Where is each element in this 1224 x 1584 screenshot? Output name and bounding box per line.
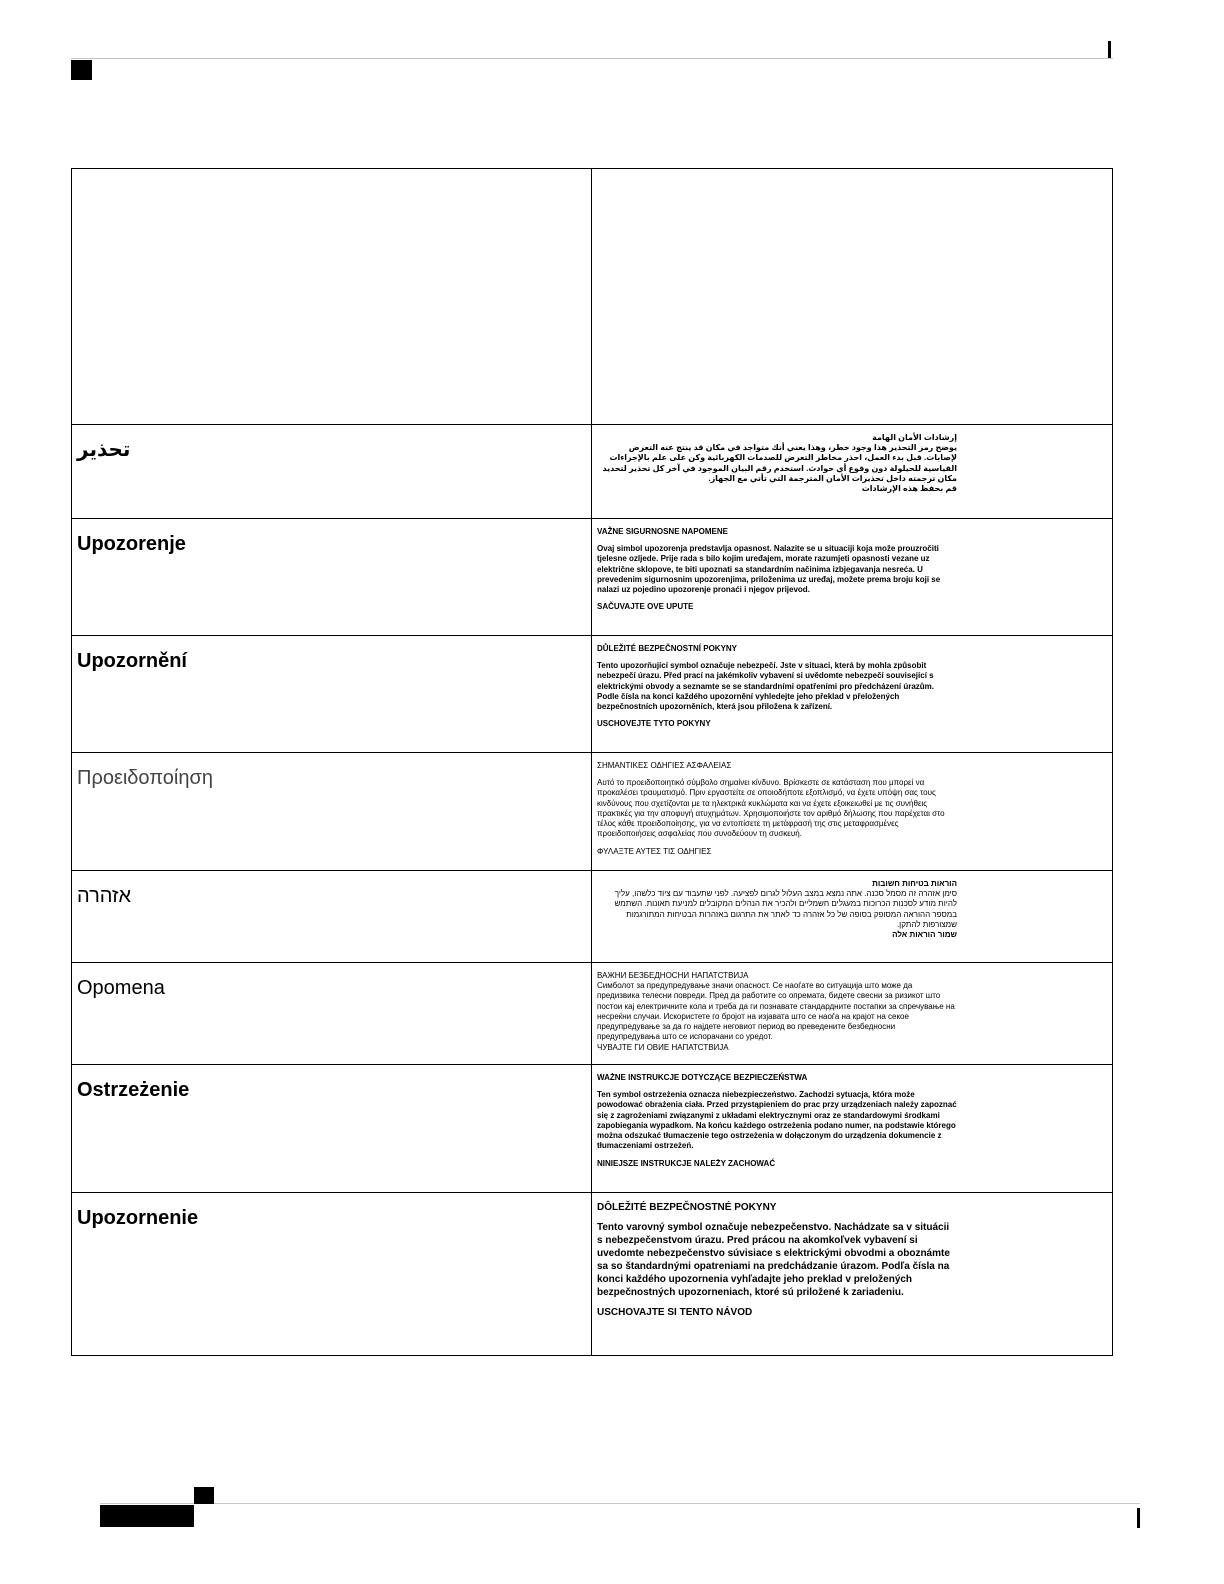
- header-tick-mark: [1108, 41, 1111, 58]
- warning-body: Tento varovný symbol označuje nebezpečenstvo. Nachádzate sa v situácii s nebezpečenstvom úrazu. Pred prácou na akomkoľvek vybavení si uvedomte nebezpečenstvo súvisiace s elektrickými obvodmi a oboznámte sa so štandardnými opatreniami na predchádzanie úrazom. Podľa čísla na konci každého upozornenia vyhľadajte jeho preklad v preložených bezpečnostných upozorneniach, ktoré sú priložené k zariadeniu.: [597, 1222, 950, 1298]
- language-cell: [72, 425, 592, 519]
- warning-footer: قم بحفظ هذه الإرشادات: [861, 484, 957, 494]
- warning-body: يوضح رمز التحذير هذا وجود خطر، وهذا يعني أنك متواجد في مكان قد ينتج عنه التعرض لإصابات. قبل بدء العمل، احذر مخاطر التعرض للصدمات الكهربائية وكن على علم بالإجراءات القياسية للحيلولة دون وقوع أي حوادث. استخدم رقم البيان الموجود في آخر كل تحذير لتحديد مكان ترجمته داخل تحذيرات الأمان المترجمة التي تأتي مع الجهاز.: [602, 443, 957, 483]
- warning-footer: SAČUVAJTE OVE UPUTE: [597, 602, 694, 612]
- warning-text-cell: [592, 425, 1113, 519]
- language-cell: [72, 1193, 592, 1356]
- language-cell: [72, 636, 592, 753]
- table-row: [72, 753, 1113, 871]
- table-row: [72, 1065, 1113, 1193]
- footer-rule: [100, 1503, 1140, 1504]
- warning-text-cell: [592, 519, 1113, 636]
- safety-warnings-table: [71, 168, 1113, 1356]
- warning-text-cell: [592, 753, 1113, 871]
- warning-footer: USCHOVAJTE SI TENTO NÁVOD: [597, 1307, 753, 1318]
- language-title: Upozornění: [77, 650, 187, 672]
- header-tab-marker: [71, 60, 92, 80]
- language-title: Upozorenje: [77, 533, 186, 555]
- warning-body: Ten symbol ostrzeżenia oznacza niebezpieczeństwo. Zachodzi sytuacja, która może powodować obrażenia ciała. Przed przystąpieniem do prac przy urządzeniach należy zapoznać się z zagrożeniami związanymi z układami elektrycznymi oraz ze standardowymi środkami zapobiegania wypadkom. Na końcu każdego ostrzeżenia podano numer, na podstawie którego można odszukać tłumaczenie tego ostrzeżenia w dołączonym do urządzenia dokumencie z tłumaczeniami ostrzeżeń.: [597, 1090, 957, 1151]
- table-row: [72, 1193, 1113, 1356]
- language-title: אזהרה: [77, 885, 132, 907]
- header-rule: [71, 58, 1113, 59]
- warning-footer: USCHOVEJTE TYTO POKYNY: [597, 719, 711, 729]
- table-row: [72, 963, 1113, 1065]
- warning-body: Симболот за предупредување значи опасност. Се наоѓате во ситуација што може да предизвика телесни повреди. Пред да работите со опремата, бидете свесни за ризикот што постои кај електричните кола и треба да ги познавате стандардните постапки за спречување на несреќни случаи. Искористете го бројот на изјавата што се наоѓа на крајот на секое предупредување за да го најдете неговиот период во преведените безбедносни предупредувања што се испорачани со уредот.: [597, 981, 955, 1042]
- warning-text-cell: [592, 169, 1113, 425]
- table-row: [72, 425, 1113, 519]
- footer-page-bar: [100, 1505, 194, 1527]
- warning-footer: שמור הוראות אלה: [892, 930, 957, 940]
- warning-footer: NINIEJSZE INSTRUKCJE NALEŻY ZACHOWAĆ: [597, 1158, 776, 1168]
- warning-heading: DŮLEŽITÉ BEZPEČNOSTNÍ POKYNY: [597, 644, 738, 653]
- language-cell: [72, 169, 592, 425]
- language-cell: [72, 963, 592, 1065]
- warning-heading: WAŻNE INSTRUKCJE DOTYCZĄCE BEZPIECZEŃSTWA: [597, 1073, 808, 1082]
- warning-text-cell: [592, 963, 1113, 1065]
- footer-tick-mark: [1137, 1508, 1140, 1528]
- warning-body: סימן אזהרה זה מסמל סכנה. אתה נמצא במצב העלול לגרום לפציעה. לפני שתעבוד עם ציוד כלשהו, עליך להיות מודע לסכנות הכרוכות במעגלים חשמליים ולהכיר את הנהלים המקובלים למניעת תאונות. השתמש במספר ההוראה המסופק בסופה של כל אזהרה כד לאתר את התרגום באזהרות הבטיחות המתורגמות שמצורפות להתקן.: [614, 889, 957, 929]
- warning-footer: ΦΥΛΑΞΤΕ ΑΥΤΕΣ ΤΙΣ ΟΔΗΓΙΕΣ: [597, 846, 712, 856]
- warning-heading: VAŽNE SIGURNOSNE NAPOMENE: [597, 527, 728, 536]
- warning-body: Ovaj simbol upozorenja predstavlja opasnost. Nalazite se u situaciji koja može prouzročiti tjelesne ozljede. Prije rada s bilo kojim uređajem, morate razumjeti opasnosti vezane uz električne sklopove, te biti upoznati sa standardnim načinima izbjegavanja nesreća. U prevedenim sigurnosnim upozorenjima, priloženima uz uređaj, možete prema broju koji se nalazi uz pojedino upozorenje pronaći i njegov prijevod.: [597, 544, 941, 595]
- language-title: Opomena: [77, 977, 165, 999]
- table-row: [72, 519, 1113, 636]
- language-title: [72, 169, 591, 183]
- language-title: تحذير: [77, 439, 131, 461]
- warning-text-cell: [592, 1193, 1113, 1356]
- warning-heading: הוראות בטיחות חשובות: [872, 879, 957, 888]
- language-cell: [72, 753, 592, 871]
- language-title: Ostrzeżenie: [77, 1079, 190, 1101]
- language-cell: [72, 519, 592, 636]
- warning-heading: إرشادات الأمان الهامة: [872, 433, 957, 442]
- warning-heading: ВАЖНИ БЕЗБЕДНОСНИ НАПАТСТВИЈА: [597, 971, 749, 980]
- language-cell: [72, 871, 592, 963]
- language-title: Προειδοποίηση: [77, 767, 213, 789]
- warning-text-cell: [592, 636, 1113, 753]
- language-title: Upozornenie: [77, 1207, 199, 1229]
- warning-body: Tento upozorňující symbol označuje nebezpečí. Jste v situaci, která by mohla způsobit nebezpečí úrazu. Před prací na jakémkoliv vybavení si uvědomte nebezpečí související s elektrickými obvody a seznamte se se standardními opatřeními pro předcházení úrazům. Podle čísla na konci každého upozornění vyhledejte jeho překlad v přeložených bezpečnostních upozorněních, která jsou přiložena k zařízení.: [597, 661, 934, 712]
- language-cell: [72, 1065, 592, 1193]
- warning-footer: ЧУВАЈТЕ ГИ ОВИЕ НАПАТСТВИЈА: [597, 1042, 729, 1052]
- warning-text-cell: [592, 1065, 1113, 1193]
- warning-heading: DÔLEŽITÉ BEZPEČNOSTNÉ POKYNY: [597, 1202, 777, 1213]
- footer-tab-marker: [194, 1487, 214, 1504]
- table-row: [72, 636, 1113, 753]
- warning-heading: ΣΗΜΑΝΤΙΚΕΣ ΟΔΗΓΙΕΣ ΑΣΦΑΛΕΙΑΣ: [597, 761, 732, 770]
- warning-body: Αυτό το προειδοποιητικό σύμβολο σημαίνει κίνδυνο. Βρίσκεστε σε κατάσταση που μπορεί να προκαλέσει τραυματισμό. Πριν εργαστείτε σε οποιοδήποτε εξοπλισμό, να έχετε υπόψη σας τους κινδύνους που σχετίζονται με τα ηλεκτρικά κυκλώματα και να έχετε εξοικειωθεί με τις συνήθεις πρακτικές για την αποφυγή ατυχημάτων. Χρησιμοποιήστε τον αριθμό δήλωσης που παρέχεται στο τέλος κάθε προειδοποίησης, για να εντοπίσετε τη μετάφρασή της στις μεταφρασμένες προειδοποιήσεις ασφαλείας που συνοδεύουν τη συσκευή.: [597, 778, 945, 839]
- warning-text-cell: [592, 871, 1113, 963]
- table-row: [72, 169, 1113, 425]
- table-row: [72, 871, 1113, 963]
